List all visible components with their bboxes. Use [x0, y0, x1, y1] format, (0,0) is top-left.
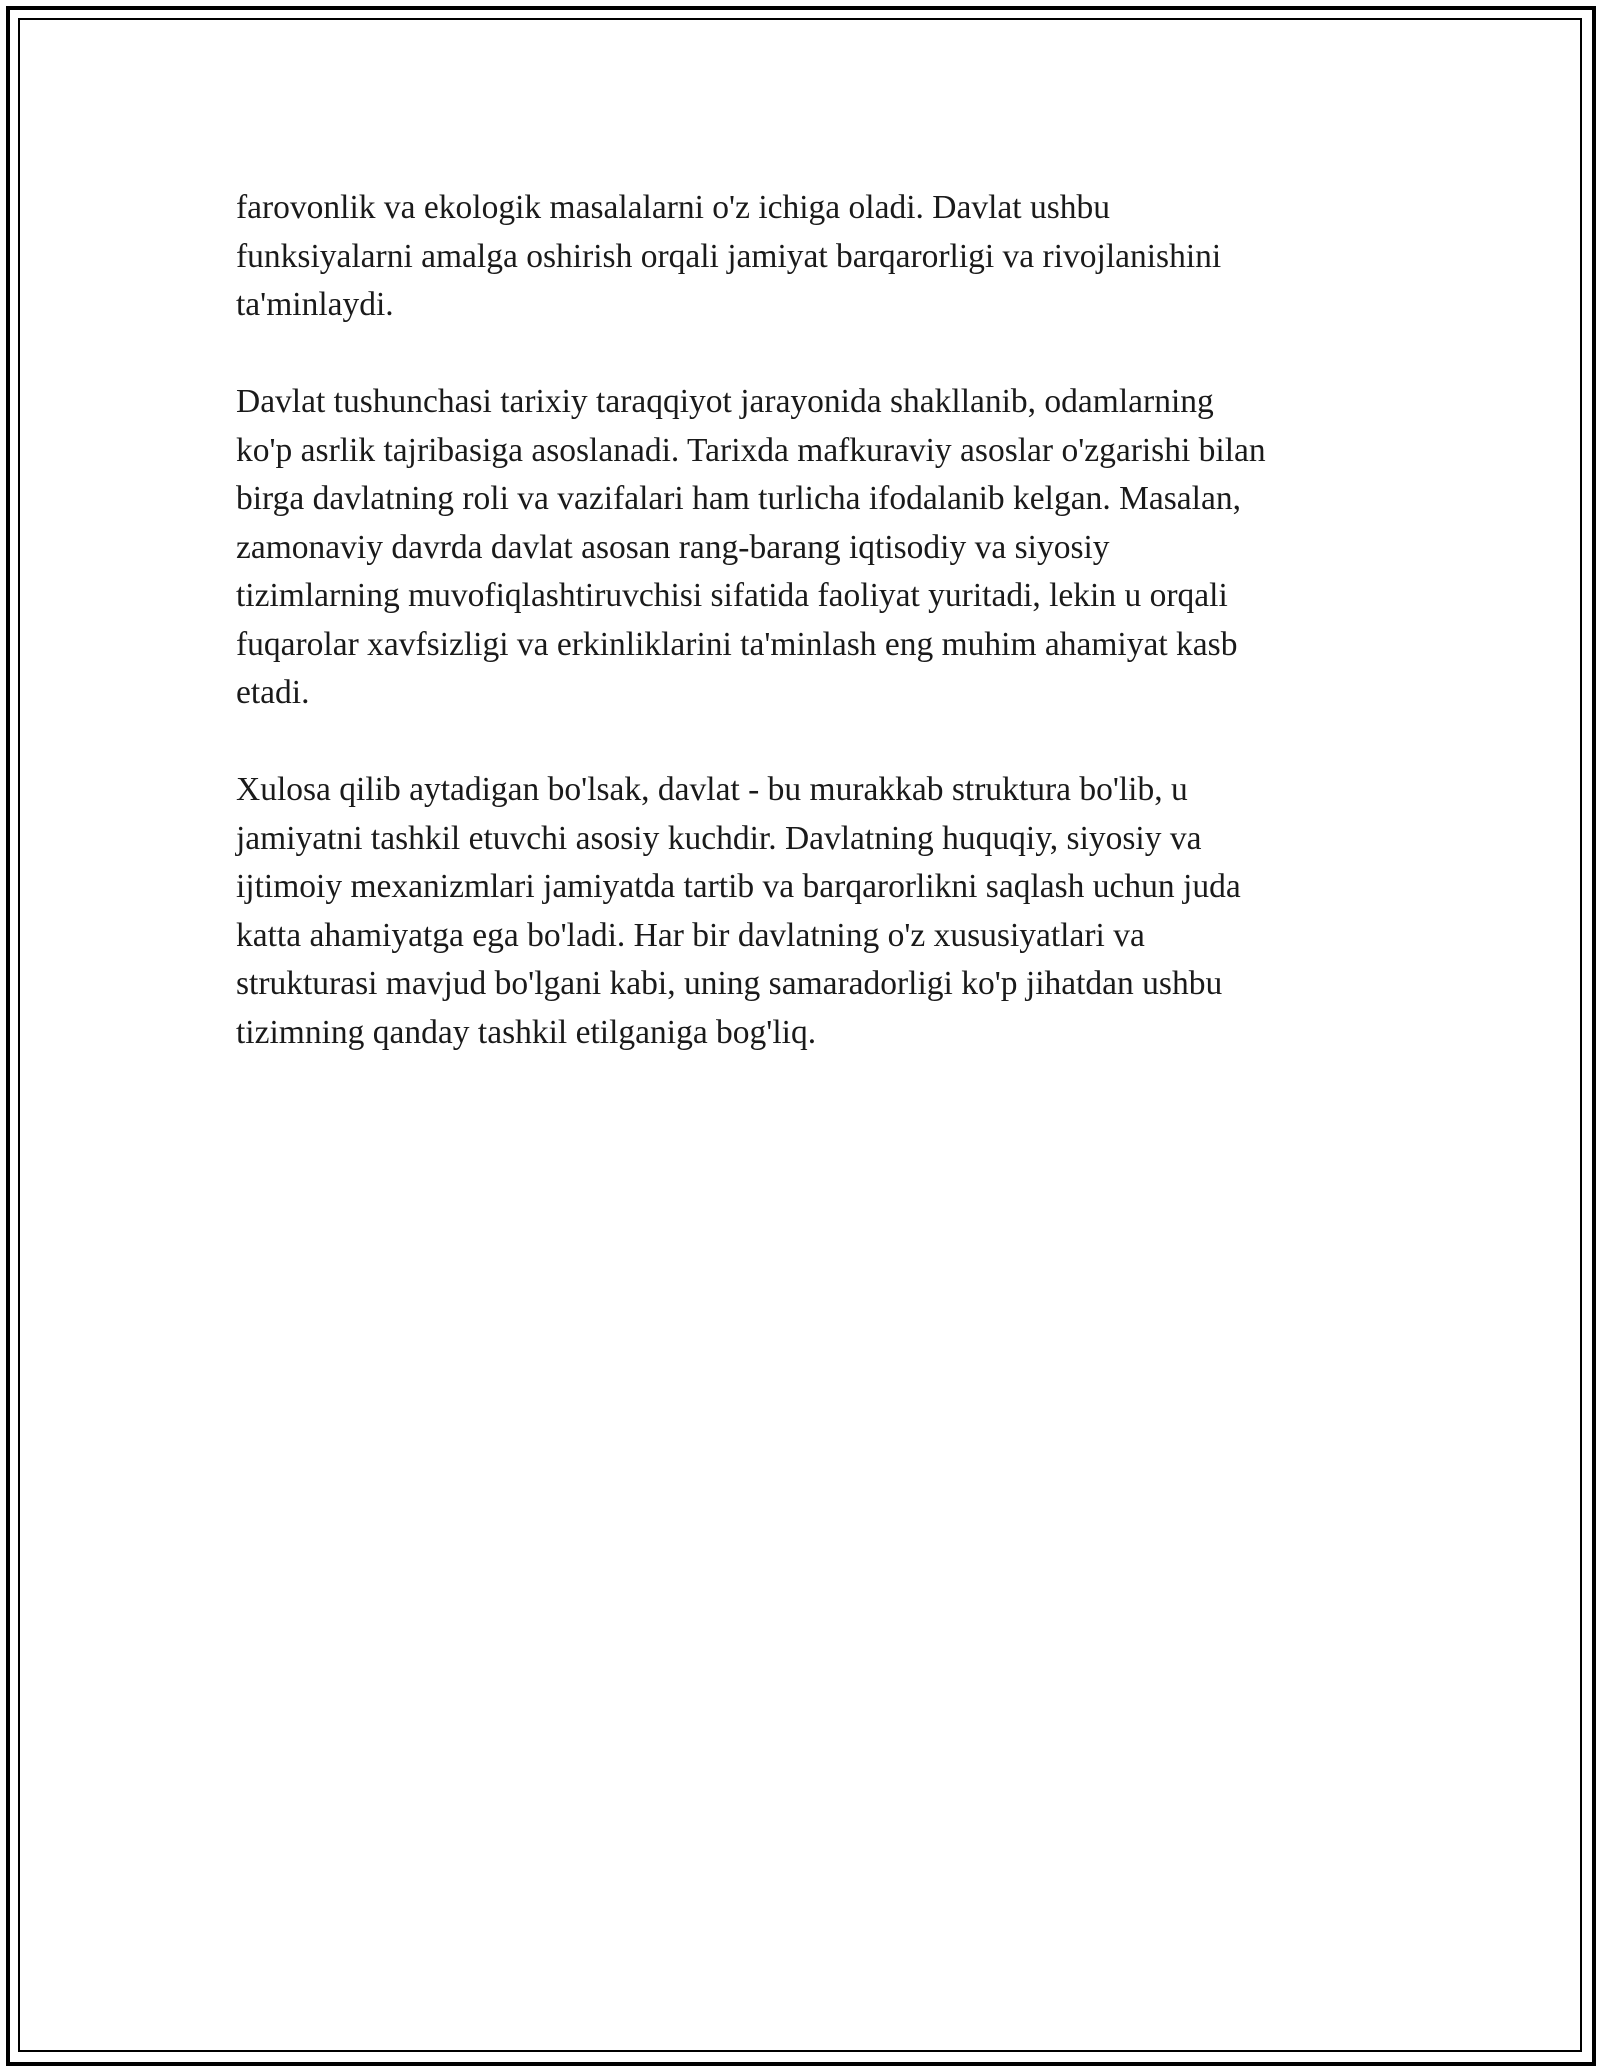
paragraph-line: Davlat tushunchasi tarixiy taraqqiyot jarayonida shakllanib, odamlarning [236, 383, 1214, 420]
paragraph-line: etadi. [236, 674, 310, 711]
paragraph-line: katta ahamiyatga ega bo'ladi. Har bir davlatning o'z xususiyatlari va [236, 916, 1145, 954]
paragraph-line: tizimning qanday tashkil etilganiga bog'liq. [236, 1013, 817, 1051]
paragraph-line: tizimlarning muvofiqlashtiruvchisi sifatida faoliyat yuritadi, lekin u orqali [236, 577, 1228, 614]
paragraph-line: funksiyalarni amalga oshirish orqali jamiyat barqarorligi va rivojlanishini [236, 237, 1222, 275]
paragraph-1 [236, 184, 1376, 330]
document-body [236, 184, 1376, 1106]
paragraph-2 [236, 378, 1376, 718]
paragraph-line: ko'p asrlik tajribasiga asoslanadi. Tarixda mafkuraviy asoslar o'zgarishi bilan [236, 431, 1266, 469]
paragraph-line: zamonaviy davrda davlat asosan rang-barang iqtisodiy va siyosiy [236, 528, 1110, 566]
paragraph-line: farovonlik va ekologik masalalarni o'z ichiga oladi. Davlat ushbu [236, 189, 1110, 226]
paragraph-line: ta'minlaydi. [236, 286, 394, 323]
paragraph-line: birga davlatning roli va vazifalari ham turlicha ifodalanib kelgan. Masalan, [236, 480, 1241, 517]
paragraph-line: strukturasi mavjud bo'lgani kabi, uning samaradorligi ko'p jihatdan ushbu [236, 965, 1223, 1002]
paragraph-line: Xulosa qilib aytadigan bo'lsak, davlat - bu murakkab struktura bo'lib, u [236, 771, 1188, 808]
paragraph-3 [236, 766, 1376, 1057]
paragraph-line: jamiyatni tashkil etuvchi asosiy kuchdir. Davlatning huquqiy, siyosiy va [236, 819, 1202, 857]
paragraph-line: fuqarolar xavfsizligi va erkinliklarini ta'minlash eng muhim ahamiyat kasb [236, 625, 1238, 663]
paragraph-line: ijtimoiy mexanizmlari jamiyatda tartib va barqarorlikni saqlash uchun juda [236, 868, 1241, 905]
